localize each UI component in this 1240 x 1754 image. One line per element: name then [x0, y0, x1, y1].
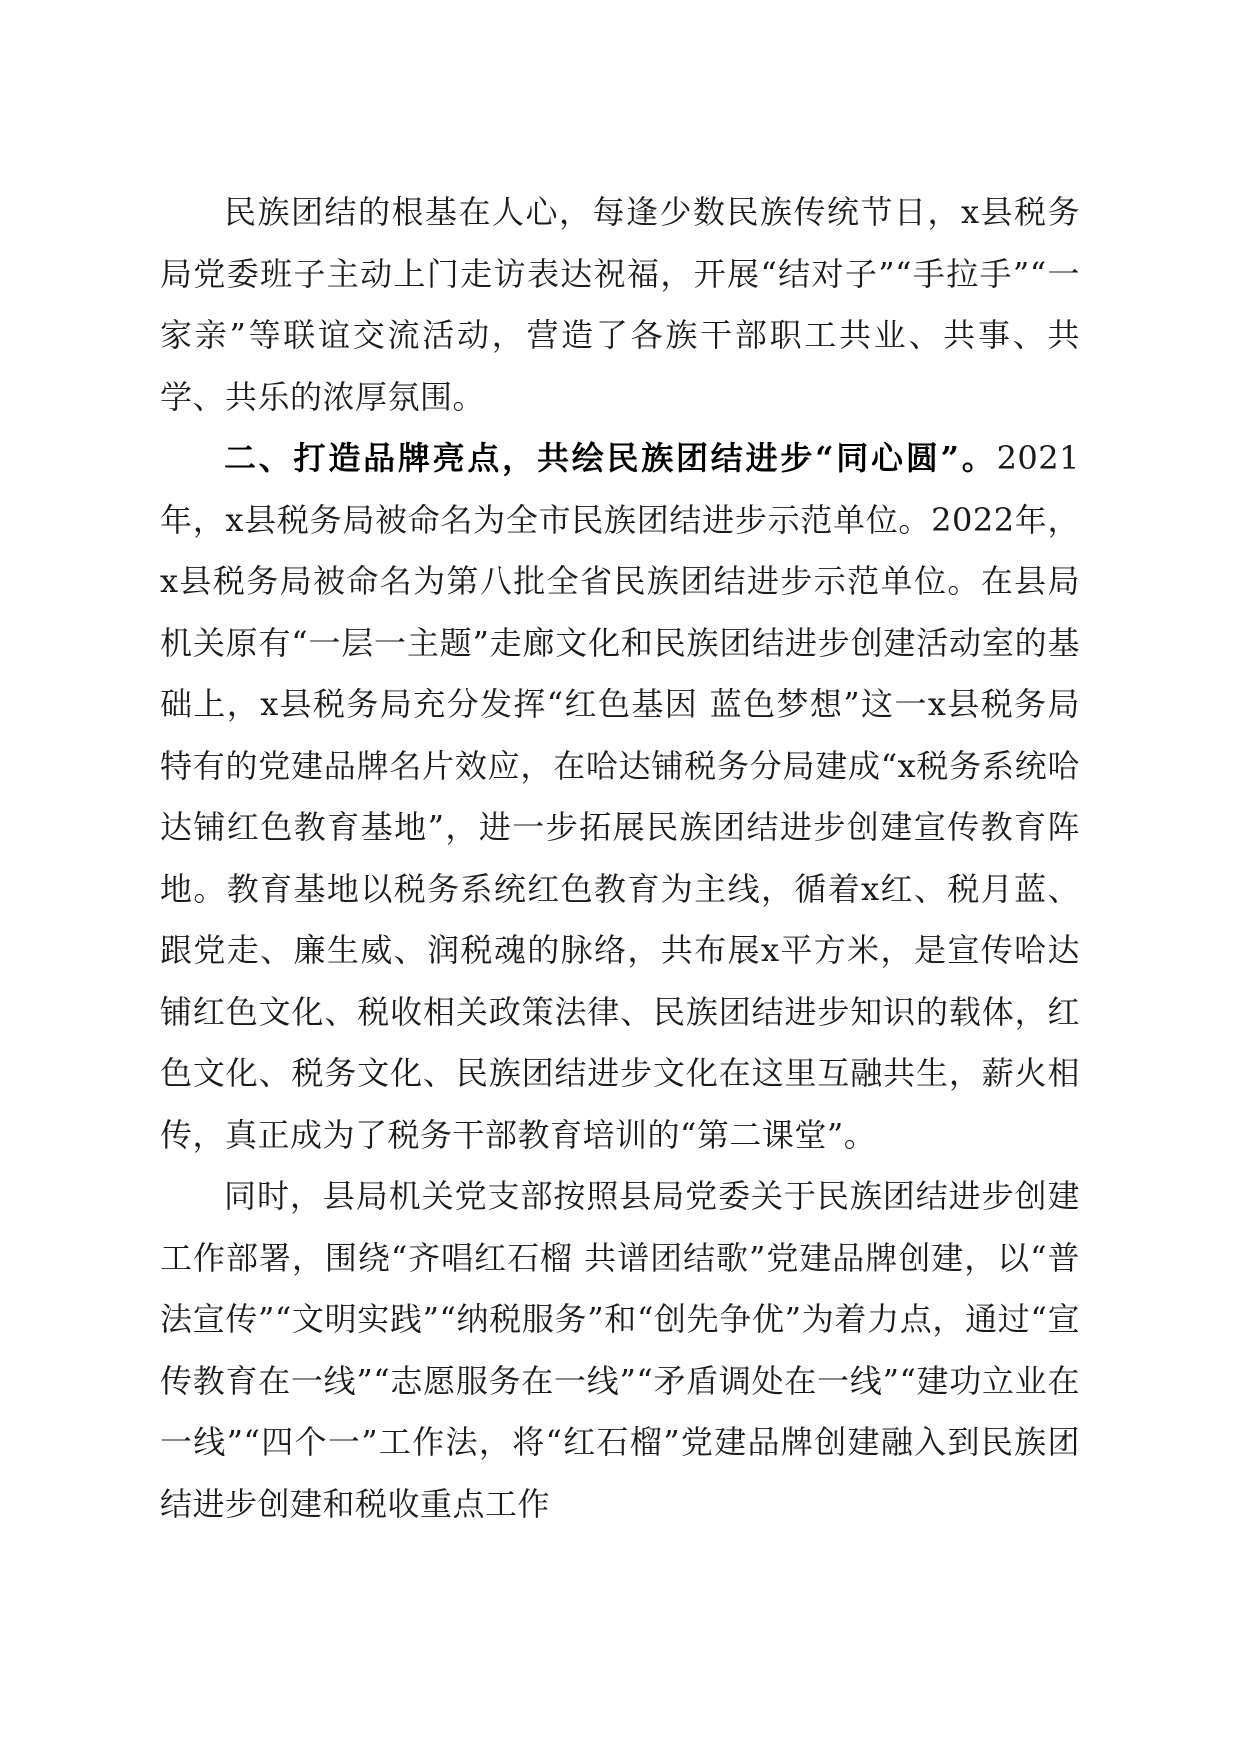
document-body: [160, 182, 1080, 1535]
paragraph-brand-highlights: [160, 428, 1080, 1166]
paragraph-party-branch-work: [160, 1166, 1080, 1535]
paragraph-text: 2021年，x县税务局被命名为全市民族团结进步示范单位。2022年，x县税务局被命名为第八批全省民族团结进步示范单位。在县局机关原有“一层一主题”走廊文化和民族团结进步创建活动室的基础上，x县税务局充分发挥“红色基因 蓝色梦想”这一x县税务局特有的党建品牌名片效应，在哈达铺税务分局建成“x税务系统哈达铺红色教育基地”，进一步拓展民族团结进步创建宣传教育阵地。教育基地以税务系统红色教育为主线，循着x红、税月蓝、跟党走、廉生威、润税魂的脉络，共布展x平方米，是宣传哈达铺红色文化、税收相关政策法律、民族团结进步知识的载体，红色文化、税务文化、民族团结进步文化在这里互融共生，薪火相传，真正成为了税务干部教育培训的“第二课堂”。: [160, 439, 1080, 1154]
paragraph-text: 民族团结的根基在人心，每逢少数民族传统节日，x县税务局党委班子主动上门走访表达祝福，开展“结对子”“手拉手”“一家亲”等联谊交流活动，营造了各族干部职工共业、共事、共学、共乐的浓厚氛围。: [160, 193, 1080, 416]
paragraph-text: 同时，县局机关党支部按照县局党委关于民族团结进步创建工作部署，围绕“齐唱红石榴 共谱团结歌”党建品牌创建，以“普法宣传”“文明实践”“纳税服务”和“创先争优”为着力点，通过“宣传教育在一线”“志愿服务在一线”“矛盾调处在一线”“建功立业在一线”“四个一”工作法，将“红石榴”党建品牌创建融入到民族团结进步创建和税收重点工作: [160, 1177, 1080, 1523]
paragraph-ethnic-unity-visits: [160, 182, 1080, 428]
section-heading: 二、打造品牌亮点，共绘民族团结进步“同心圆”。: [224, 439, 997, 477]
